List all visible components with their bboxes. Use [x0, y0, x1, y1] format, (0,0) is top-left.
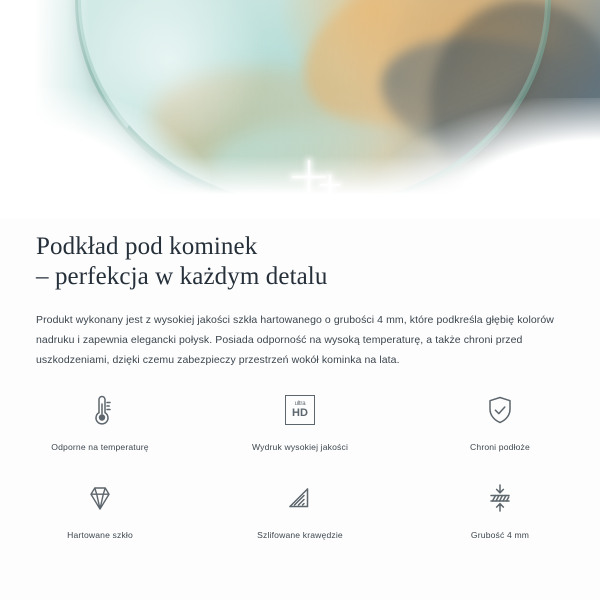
feature-label: Szlifowane krawędzie	[257, 530, 343, 540]
image-fade-bottom-left	[0, 88, 210, 218]
text-content	[0, 218, 600, 370]
hero-image	[0, 0, 600, 218]
image-fade-bottom-right	[370, 98, 600, 218]
feature-label: Hartowane szkło	[67, 530, 133, 540]
feature-label: Odporne na temperaturę	[51, 442, 149, 452]
feature-item-print-quality	[200, 388, 400, 452]
feature-label: Chroni podłoże	[470, 442, 530, 452]
ultra-hd-icon	[278, 388, 322, 432]
feature-item-surface-protection	[400, 388, 600, 452]
ultra-hd-bottom-text: HD	[292, 407, 308, 419]
ultra-hd-top-text: ultra	[294, 401, 306, 407]
thickness-arrows-icon	[478, 476, 522, 520]
polished-edge-icon	[278, 476, 322, 520]
page-title	[36, 232, 556, 292]
feature-item-tempered-glass	[0, 476, 200, 540]
diamond-icon	[78, 476, 122, 520]
body-paragraph: Produkt wykonany jest z wysokiej jakości szkła hartowanego o grubości 4 mm, które podkreśla głębię kolorów nadruku i zapewnia elegancki połysk. Posiada odporność na wysoką temperaturę, a także chroni przed uszkodzeniami, dzięki czemu zabezpieczy przestrzeń wokół kominka na lata.	[36, 314, 554, 366]
feature-label: Grubość 4 mm	[470, 530, 530, 540]
feature-item-polished-edges	[200, 476, 400, 540]
headline-line-1: Podkład pod kominek	[36, 233, 258, 260]
feature-item-temperature	[0, 388, 200, 452]
feature-label: Wydruk wysokiej jakości	[251, 442, 349, 452]
shield-check-icon	[478, 388, 522, 432]
feature-item-thickness	[400, 476, 600, 540]
headline-line-2: – perfekcja w każdym detalu	[36, 263, 328, 290]
thermometer-icon	[78, 388, 122, 432]
feature-grid	[0, 388, 600, 540]
